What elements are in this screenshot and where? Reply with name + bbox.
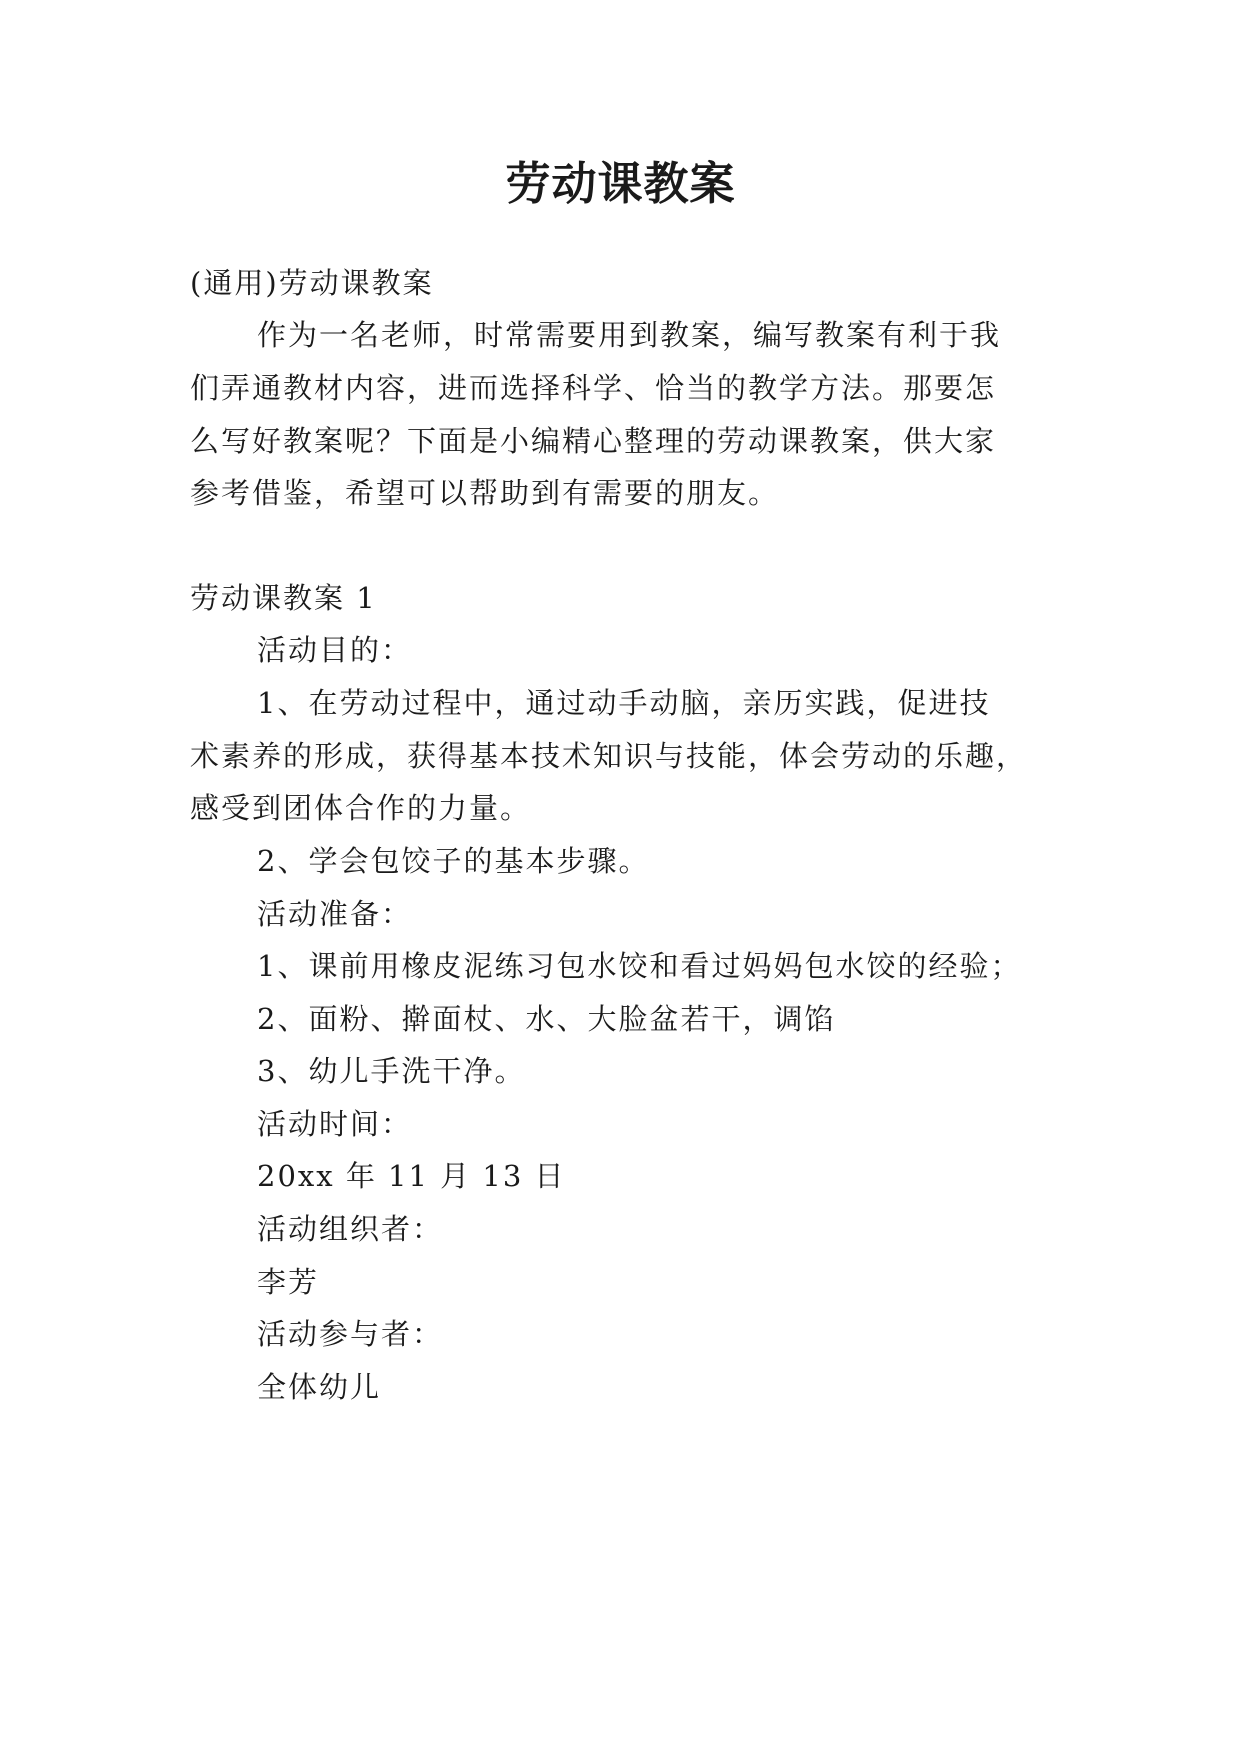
purpose-2: 2、学会包饺子的基本步骤。 <box>257 844 650 878</box>
prep-item-1: 1、课前用橡皮泥练习包水饺和看过妈妈包水饺的经验； <box>257 949 1022 983</box>
participant-label: 活动参与者： <box>257 1317 444 1351</box>
prep-label: 活动准备： <box>257 897 413 931</box>
time-value: 20xx 年 11 月 13 日 <box>257 1159 566 1193</box>
intro-line-1: 作为一名老师，时常需要用到教案，编写教案有利于我 <box>257 318 1002 352</box>
purpose-1-line-1: 1、在劳动过程中，通过动手动脑，亲历实践，促进技 <box>257 686 991 720</box>
document-subtitle: (通用)劳动课教案 <box>190 266 434 300</box>
purpose-label: 活动目的： <box>257 633 413 667</box>
prep-item-3: 3、幼儿手洗干净。 <box>257 1054 526 1088</box>
purpose-1-line-2: 术素养的形成，获得基本技术知识与技能，体会劳动的乐趣， <box>190 739 1028 773</box>
organizer-label: 活动组织者： <box>257 1212 444 1246</box>
section-heading: 劳动课教案 1 <box>190 581 377 615</box>
intro-line-2: 们弄通教材内容，进而选择科学、恰当的教学方法。那要怎 <box>190 371 997 405</box>
participant-value: 全体幼儿 <box>257 1370 382 1404</box>
intro-line-3: 么写好教案呢？下面是小编精心整理的劳动课教案，供大家 <box>190 424 997 458</box>
time-label: 活动时间： <box>257 1107 413 1141</box>
document-title: 劳动课教案 <box>505 157 736 210</box>
organizer-value: 李芳 <box>257 1265 320 1299</box>
purpose-1-line-3: 感受到团体合作的力量。 <box>190 791 532 825</box>
intro-line-4: 参考借鉴，希望可以帮助到有需要的朋友。 <box>190 476 780 510</box>
prep-item-2: 2、面粉、擀面杖、水、大脸盆若干，调馅 <box>257 1002 836 1036</box>
